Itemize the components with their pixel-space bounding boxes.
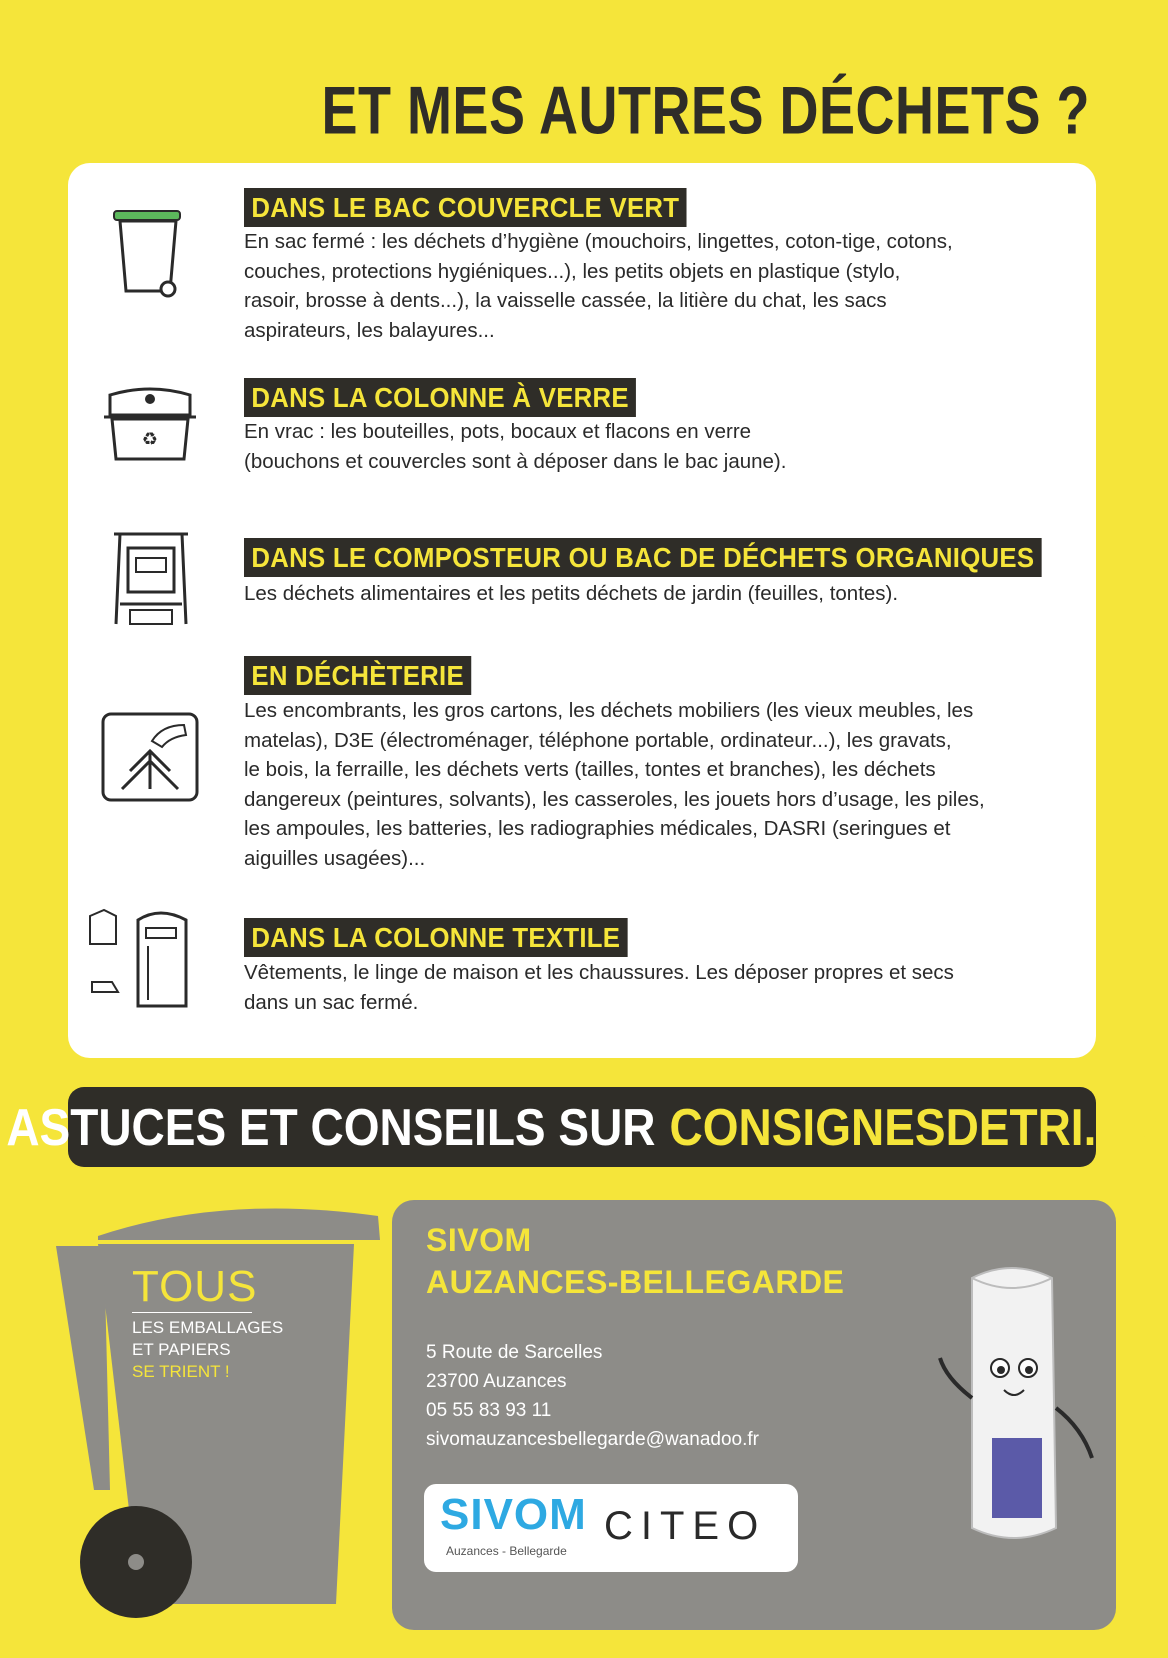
- sorting-bin-illustration: [54, 1200, 384, 1640]
- recycling-center-icon: [100, 711, 200, 803]
- email-link[interactable]: sivomauzancesbellegarde@wanadoo.fr: [426, 1429, 759, 1450]
- section-text: Vêtements, le linge de maison et les chaussures. Les déposer propres et secs dans un sac fermé.: [244, 961, 954, 1014]
- bin-text-line: ET PAPIERS: [132, 1340, 231, 1359]
- newspaper-mascot-icon: [932, 1258, 1102, 1558]
- partner-logos: [424, 1484, 798, 1572]
- bin-title: TOUS: [132, 1262, 258, 1311]
- page-title: ET MES AUTRES DÉCHETS ?: [321, 73, 1090, 149]
- phone-number[interactable]: 05 55 83 93 11: [426, 1400, 552, 1421]
- banner-website-link[interactable]: CONSIGNESDETRI.FR: [669, 1097, 1158, 1157]
- svg-text:♻: ♻: [141, 429, 159, 450]
- citeo-logo: CITEO: [604, 1504, 767, 1548]
- section-title: DANS LA COLONNE À VERRE: [244, 378, 636, 417]
- banner-text: ASTUCES ET CONSEILS SUR: [6, 1097, 656, 1157]
- section-title: DANS LA COLONNE TEXTILE: [244, 918, 628, 957]
- address-line: 5 Route de Sarcelles: [426, 1342, 603, 1363]
- contact-panel: [392, 1200, 1116, 1630]
- composter-icon: [106, 526, 196, 630]
- organisation-name: AUZANCES-BELLEGARDE: [426, 1264, 845, 1300]
- sivom-logo-subtitle: Auzances - Bellegarde: [446, 1544, 567, 1558]
- bin-text-line: LES EMBALLAGES: [132, 1318, 284, 1337]
- section-title: DANS LE BAC COUVERCLE VERT: [244, 188, 687, 227]
- organisation-name: SIVOM: [426, 1222, 532, 1258]
- waste-card: [68, 163, 1096, 1058]
- sivom-logo: SIVOM: [440, 1490, 587, 1539]
- section-title: EN DÉCHÈTERIE: [244, 656, 471, 695]
- bin-text-line: SE TRIENT !: [132, 1362, 230, 1381]
- textile-container-icon: [82, 906, 202, 1016]
- section-text: Les déchets alimentaires et les petits déchets de jardin (feuilles, tontes).: [244, 582, 899, 605]
- glass-container-icon: [100, 381, 200, 471]
- address-line: 23700 Auzances: [426, 1371, 567, 1392]
- section-text: En vrac : les bouteilles, pots, bocaux et flacons en verre (bouchons et couvercles sont à déposer dans le bac jaune).: [244, 420, 787, 473]
- section-text: En sac fermé : les déchets d’hygiène (mouchoirs, lingettes, coton-tige, cotons, couches, protections hygiéniques...), les petits objets en plastique (stylo, rasoir, brosse à dents...), la vaisselle cassée, la litière du chat, les sacs aspirateurs, les balayures...: [244, 230, 953, 342]
- tips-banner: [6, 1087, 1158, 1167]
- section-text: Les encombrants, les gros cartons, les déchets mobiliers (les vieux meubles, les matelas), D3E (électroménager, téléphone portable, ordinateur...), les gravats, le bois, la ferraille, les déchets verts (tailles, tontes et branches), les déchets dangereux (peintures, solvants), les casseroles, les jouets hors d’usage, les piles, les ampoules, les batteries, les radiographies médicales, DASRI (seringues et aiguilles usagées)...: [244, 699, 985, 870]
- section-title: DANS LE COMPOSTEUR OU BAC DE DÉCHETS ORGANIQUES: [244, 538, 1042, 577]
- trash-bin-green-lid-icon: [106, 203, 196, 303]
